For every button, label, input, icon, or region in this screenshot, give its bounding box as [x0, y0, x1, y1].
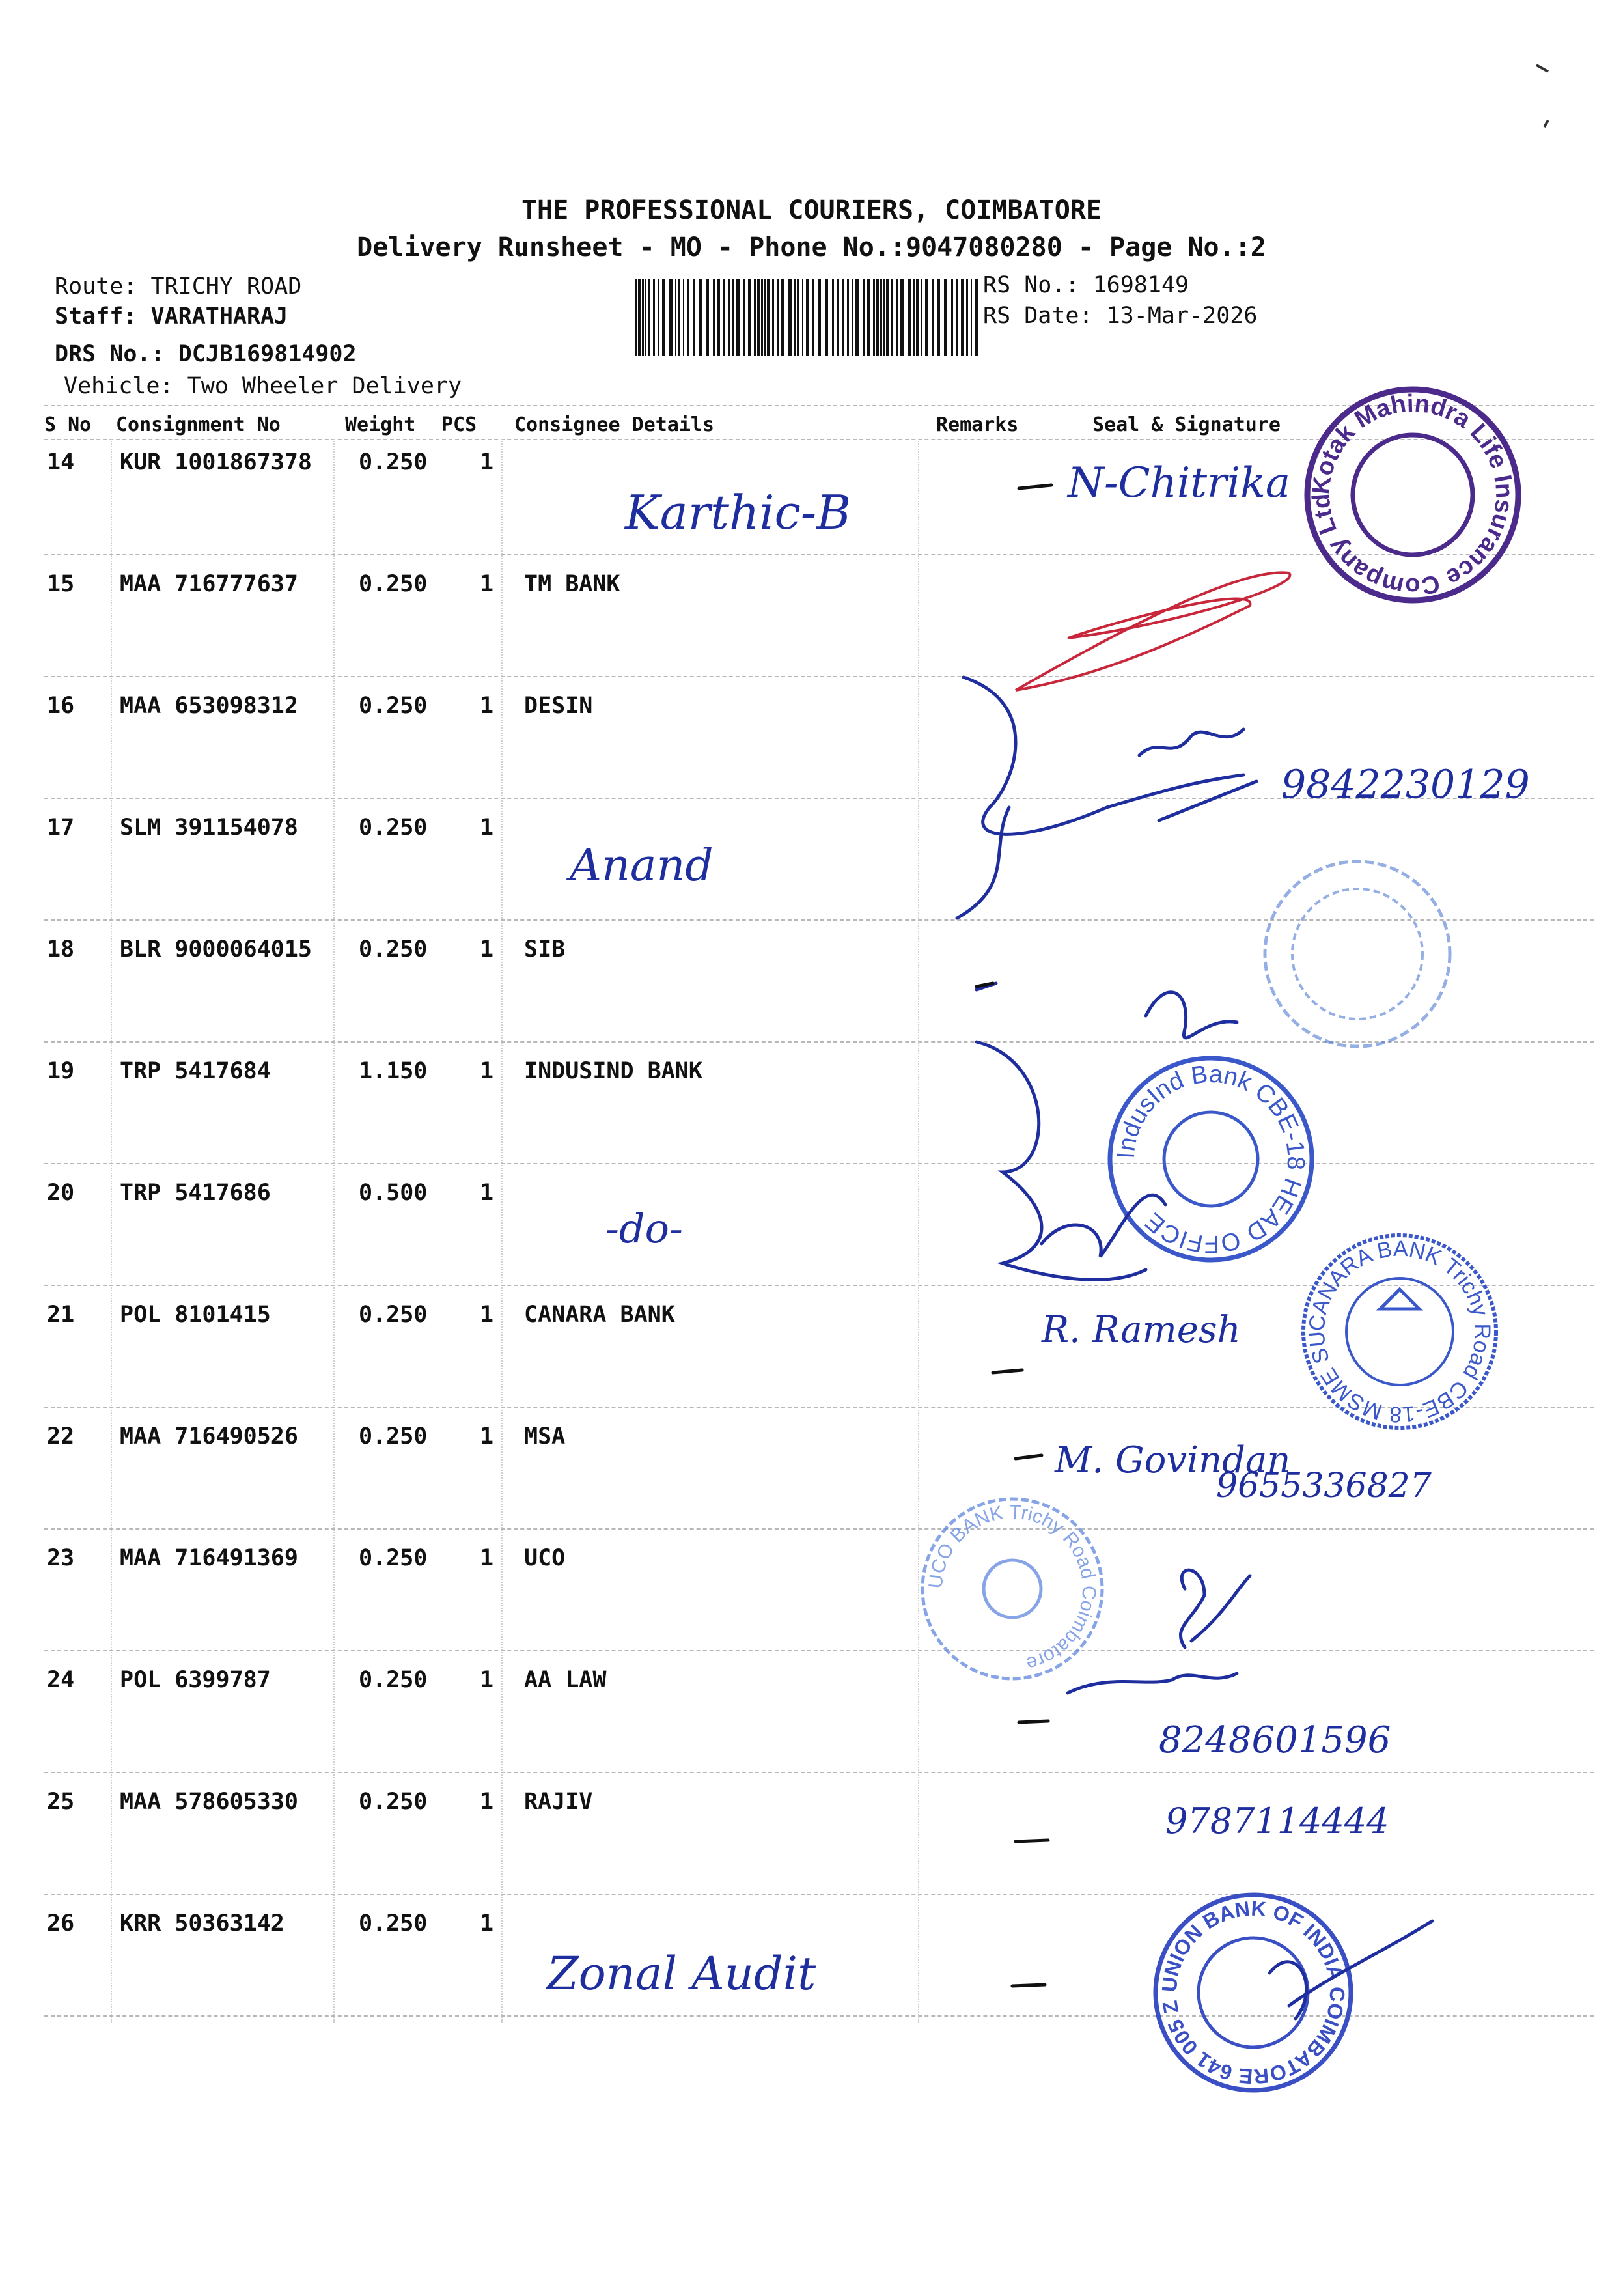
barcode-bar — [956, 279, 958, 356]
cell-consignee: UCO — [524, 1545, 566, 1571]
cell-consignee: AA LAW — [524, 1667, 607, 1693]
barcode-bar — [642, 279, 644, 356]
signature-stroke — [1146, 992, 1237, 1038]
row-divider — [44, 1650, 1594, 1651]
col-header-remarks: Remarks — [936, 413, 1019, 436]
signature-stroke — [1289, 1921, 1432, 2006]
cell-weight: 0.250 — [359, 815, 428, 841]
cell-pcs: 1 — [480, 1545, 494, 1571]
cell-consignment: POL 6399787 — [120, 1667, 271, 1693]
cell-consignee: SIB — [524, 936, 566, 962]
barcode-bar — [842, 279, 844, 356]
header-rule — [44, 439, 1594, 440]
cell-consignment: TRP 5417686 — [120, 1180, 271, 1206]
cell-weight: 1.150 — [359, 1058, 428, 1084]
barcode-bar — [678, 279, 680, 356]
cell-pcs: 1 — [480, 1058, 494, 1084]
cell-weight: 0.250 — [359, 1667, 428, 1693]
signature-stroke — [1042, 1195, 1165, 1257]
cell-consignment: SLM 391154078 — [120, 815, 298, 841]
cell-sno: 14 — [47, 449, 75, 475]
barcode-bar — [951, 279, 953, 356]
staff-label: Staff: VARATHARAJ — [55, 303, 288, 329]
barcode-bar — [761, 279, 763, 356]
barcode-bar — [916, 279, 919, 356]
barcode-bar — [876, 279, 879, 356]
cell-pcs: 1 — [480, 815, 494, 841]
union-stamp-text: UNION BANK OF INDIA COIMBATORE 641 005 ZONAL AUDIT OFFICE — [1157, 1896, 1350, 2089]
handwritten-phone: 9842230129 — [1281, 762, 1530, 807]
handwritten-signature-chitrika: N-Chitrika — [1068, 459, 1290, 507]
cell-weight: 0.500 — [359, 1180, 428, 1206]
remark-dashes — [977, 485, 1051, 1986]
cell-consignment: KUR 1001867378 — [120, 449, 312, 475]
col-header-sno: S No — [44, 413, 92, 436]
cell-sno: 16 — [47, 693, 75, 719]
barcode-bar — [748, 279, 751, 356]
cell-pcs: 1 — [480, 1423, 494, 1449]
cell-consignment: POL 8101415 — [120, 1302, 271, 1328]
cell-weight: 0.250 — [359, 1423, 428, 1449]
barcode-bar — [693, 279, 695, 356]
cell-pcs: 1 — [480, 1302, 494, 1328]
vehicle-label: Vehicle: Two Wheeler Delivery — [64, 373, 462, 399]
indusind-stamp-text: IndusInd Bank CBE-18 HEAD OFFICE — [1112, 1060, 1310, 1258]
cell-weight: 0.250 — [359, 1545, 428, 1571]
cell-consignee: RAJIV — [524, 1789, 593, 1815]
route-label: Route: TRICHY ROAD — [55, 273, 302, 300]
cell-consignee: TM BANK — [524, 571, 620, 597]
barcode-bar — [900, 279, 904, 356]
col-header-pcs: PCS — [441, 413, 477, 436]
handwritten-ditto: -do- — [605, 1205, 683, 1252]
kotak-life-stamp — [1307, 389, 1518, 600]
handwritten-name-karthic: Karthic-B — [625, 485, 852, 540]
barcode-bar — [891, 279, 893, 356]
barcode-bar — [764, 279, 766, 356]
col-header-weight: Weight — [345, 413, 416, 436]
cell-sno: 17 — [47, 815, 75, 841]
rs-date: RS Date: 13-Mar-2026 — [983, 303, 1258, 329]
canara-stamp — [1303, 1235, 1496, 1428]
row-divider — [44, 676, 1594, 677]
signature-stroke — [964, 677, 1243, 834]
barcode-bar — [743, 279, 745, 356]
cell-pcs: 1 — [480, 571, 494, 597]
table-top-rule — [44, 405, 1594, 406]
cell-pcs: 1 — [480, 1911, 494, 1937]
barcode-bar — [638, 279, 641, 356]
cell-sno: 21 — [47, 1302, 75, 1328]
cell-weight: 0.250 — [359, 1789, 428, 1815]
barcode-bar — [717, 279, 720, 356]
row-divider — [44, 919, 1594, 921]
cell-sno: 18 — [47, 936, 75, 962]
barcode-bar — [925, 279, 928, 356]
cell-sno: 25 — [47, 1789, 75, 1815]
signature-stroke — [957, 807, 1009, 918]
kotak-stamp-text: Kotak Mahindra Life Insurance Company Ltd. COIMBATORE — [1307, 389, 1518, 600]
cell-pcs: 1 — [480, 449, 494, 475]
barcode-bar — [728, 279, 730, 356]
barcode-bar — [723, 279, 725, 356]
cell-weight: 0.250 — [359, 1302, 428, 1328]
barcode — [635, 279, 980, 356]
scan-mark — [1544, 120, 1548, 127]
cell-sno: 22 — [47, 1423, 75, 1449]
barcode-bar — [937, 279, 940, 356]
cell-pcs: 1 — [480, 1789, 494, 1815]
cell-consignee: DESIN — [524, 693, 593, 719]
cell-sno: 19 — [47, 1058, 75, 1084]
barcode-bar — [886, 279, 889, 356]
red-signature-stroke — [1016, 572, 1290, 690]
barcode-bar — [662, 279, 665, 356]
barcode-bar — [706, 279, 709, 356]
barcode-bar — [777, 279, 779, 356]
barcode-bar — [832, 279, 834, 356]
drs-number: DRS No.: DCJB169814902 — [55, 341, 357, 367]
row-divider — [44, 1528, 1594, 1530]
barcode-bar — [873, 279, 875, 356]
barcode-bar — [781, 279, 784, 356]
cell-consignee: MSA — [524, 1423, 566, 1449]
canara-stamp-text: CANARA BANK Trichy Road CBE-18 MSME SULABH — [1304, 1236, 1495, 1427]
cell-sno: 26 — [47, 1911, 75, 1937]
barcode-bar — [966, 279, 968, 356]
barcode-bar — [802, 279, 803, 356]
cell-consignment: MAA 716490526 — [120, 1423, 298, 1449]
barcode-bar — [971, 279, 972, 356]
signature-stroke — [1139, 729, 1243, 755]
barcode-bar — [732, 279, 734, 356]
barcode-bar — [975, 279, 978, 356]
handwritten-signature-ramesh: R. Ramesh — [1042, 1309, 1241, 1351]
svg-text:Kotak Mahindra Life Insurance — [1307, 390, 1518, 600]
barcode-bar — [675, 279, 676, 356]
barcode-bar — [772, 279, 774, 356]
barcode-bar — [961, 279, 964, 356]
barcode-bar — [635, 279, 637, 356]
barcode-bar — [736, 279, 740, 356]
cell-pcs: 1 — [480, 1180, 494, 1206]
barcode-bar — [658, 279, 659, 356]
cell-consignment: MAA 716491369 — [120, 1545, 298, 1571]
row-divider — [44, 1163, 1594, 1164]
barcode-bar — [797, 279, 799, 356]
handwritten-phone: 9787114444 — [1165, 1800, 1389, 1841]
handwritten-name-anand: Anand — [570, 840, 714, 891]
barcode-bar — [863, 279, 865, 356]
svg-text:UNION BANK OF INDIA COIMBATORE — [1158, 1897, 1350, 2089]
cell-consignment: KRR 50363142 — [120, 1911, 284, 1937]
signature-stroke — [1269, 1962, 1307, 2019]
signature-stroke — [977, 1042, 1146, 1280]
cell-consignment: BLR 9000064015 — [120, 936, 312, 962]
barcode-bar — [648, 279, 650, 356]
cell-weight: 0.250 — [359, 936, 428, 962]
signature-stroke — [1159, 781, 1256, 820]
svg-text:IndusInd Bank CBE-18 HEAD OFFI — [1113, 1061, 1309, 1257]
uco-stamp — [922, 1499, 1102, 1679]
union-bank-stamp — [1156, 1895, 1351, 2090]
barcode-bar — [794, 279, 796, 356]
barcode-bar — [825, 279, 828, 356]
rs-number: RS No.: 1698149 — [983, 272, 1189, 298]
barcode-bar — [757, 279, 760, 356]
cell-sno: 23 — [47, 1545, 75, 1571]
barcode-bar — [806, 279, 809, 356]
cell-sno: 20 — [47, 1180, 75, 1206]
cell-consignment: MAA 716777637 — [120, 571, 298, 597]
uco-stamp-text: UCO BANK Trichy Road Coimbatore — [924, 1501, 1100, 1675]
cell-weight: 0.250 — [359, 571, 428, 597]
barcode-bar — [788, 279, 792, 356]
cell-consignment: MAA 578605330 — [120, 1789, 298, 1815]
barcode-bar — [867, 279, 870, 356]
signature-stroke — [1180, 1570, 1204, 1647]
row-divider — [44, 1285, 1594, 1286]
col-header-consignment: Consignment No — [116, 413, 281, 436]
runsheet-subtitle: Delivery Runsheet - MO - Phone No.:9047080280 - Page No.:2 — [357, 232, 1266, 262]
handwritten-zonal-audit: Zonal Audit — [547, 1947, 816, 2000]
cell-consignee: CANARA BANK — [524, 1302, 675, 1328]
barcode-bar — [699, 279, 702, 356]
cell-weight: 0.250 — [359, 1911, 428, 1937]
indusind-stamp — [1110, 1058, 1312, 1260]
barcode-bar — [908, 279, 911, 356]
col-header-seal-signature: Seal & Signature — [1092, 413, 1281, 436]
barcode-bar — [653, 279, 655, 356]
barcode-bar — [812, 279, 814, 356]
barcode-bar — [883, 279, 885, 356]
scan-mark — [1536, 65, 1548, 72]
cell-consignee: INDUSIND BANK — [524, 1058, 702, 1084]
col-header-consignee: Consignee Details — [514, 413, 715, 436]
cell-consignment: MAA 653098312 — [120, 693, 298, 719]
cell-pcs: 1 — [480, 693, 494, 719]
barcode-bar — [669, 279, 673, 356]
barcode-bar — [687, 279, 689, 356]
row-divider — [44, 1041, 1594, 1043]
signature-stroke — [977, 983, 996, 990]
handwritten-phone: 8248601596 — [1159, 1719, 1391, 1761]
svg-text:UCO BANK Trichy Road Coimbator — [925, 1502, 1100, 1675]
barcode-bar — [896, 279, 898, 356]
signature-stroke — [1191, 1576, 1250, 1641]
barcode-bar — [921, 279, 922, 356]
barcode-bar — [847, 279, 849, 356]
barcode-bar — [880, 279, 882, 356]
sib-stamp — [1265, 861, 1450, 1046]
row-divider — [44, 1894, 1594, 1895]
barcode-bar — [913, 279, 915, 356]
svg-text:CANARA BANK Trichy Road CBE-18 — [1304, 1237, 1495, 1427]
barcode-bar — [944, 279, 947, 356]
row-divider — [44, 1407, 1594, 1408]
table-bottom-rule — [44, 2015, 1594, 2017]
cell-weight: 0.250 — [359, 693, 428, 719]
cell-consignment: TRP 5417684 — [120, 1058, 271, 1084]
barcode-bar — [683, 279, 684, 356]
barcode-bar — [818, 279, 821, 356]
company-title: THE PROFESSIONAL COURIERS, COIMBATORE — [521, 195, 1102, 225]
cell-pcs: 1 — [480, 1667, 494, 1693]
barcode-bar — [852, 279, 853, 356]
barcode-bar — [767, 279, 770, 356]
row-divider — [44, 1772, 1594, 1773]
cell-sno: 15 — [47, 571, 75, 597]
barcode-bar — [837, 279, 839, 356]
barcode-bar — [645, 279, 646, 356]
row-divider — [44, 554, 1594, 555]
barcode-bar — [932, 279, 934, 356]
cell-weight: 0.250 — [359, 449, 428, 475]
handwritten-phone: 9655336827 — [1216, 1466, 1432, 1505]
cell-pcs: 1 — [480, 936, 494, 962]
barcode-bar — [713, 279, 715, 356]
signature-stroke — [1068, 1673, 1237, 1693]
handwritten-signature-govindan: M. Govindan — [1055, 1439, 1291, 1481]
cell-sno: 24 — [47, 1667, 75, 1693]
barcode-bar — [855, 279, 859, 356]
barcode-bar — [754, 279, 756, 356]
